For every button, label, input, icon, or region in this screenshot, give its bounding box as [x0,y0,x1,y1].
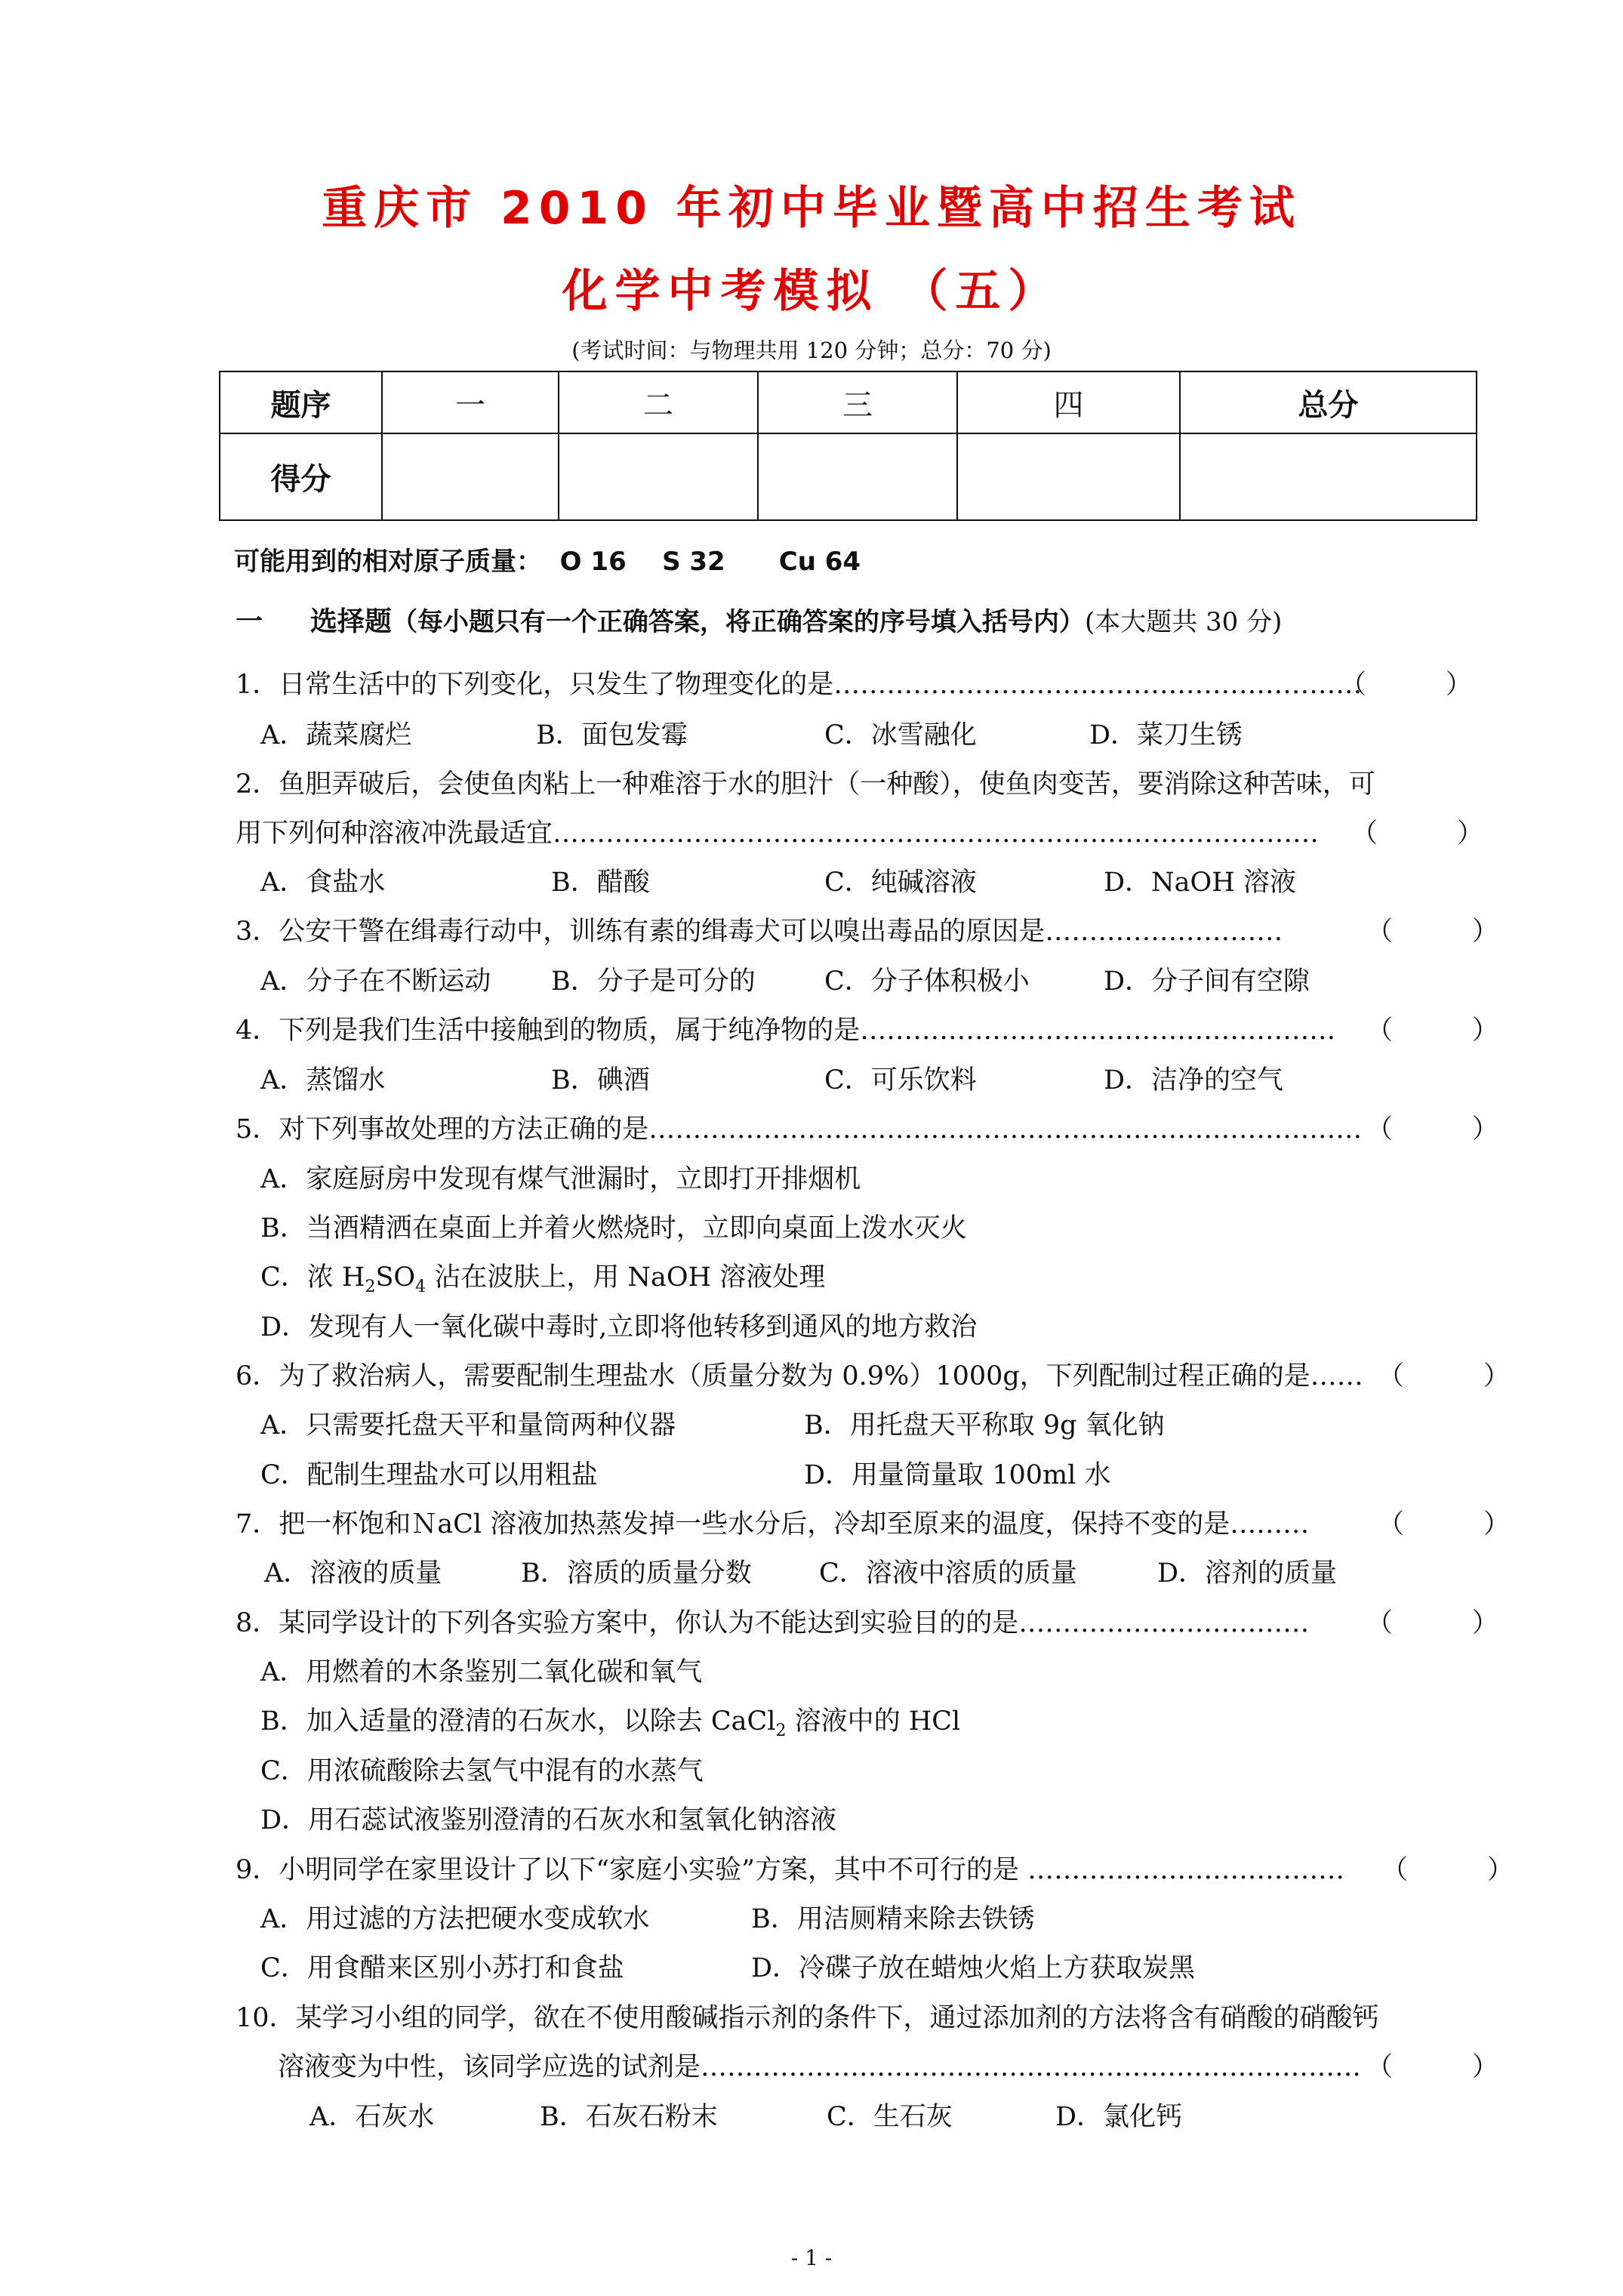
q4-option-d: D．洁净的空气 [1104,1065,1284,1096]
q10-option-d: D．氯化钙 [1055,2102,1183,2132]
q1-option-d: D．菜刀生锈 [1089,720,1243,750]
exam-title: 重庆市 2010 年初中毕业暨高中招生考试 [322,182,1301,235]
answer-blank-3[interactable]: （ ） [1366,917,1499,947]
q3-option-a: A．分子在不断运动 [260,966,491,997]
section-number: 一 [236,606,263,637]
section-instruction: （每小题只有一个正确答案，将正确答案的序号填入括号内） [391,607,1085,637]
q6-option-c: C．配制生理盐水可以用粗盐 [260,1460,598,1490]
answer-blank-8[interactable]: （ ） [1366,1608,1499,1638]
answer-blank-5[interactable]: （ ） [1366,1114,1499,1145]
q5-option-c-post: 沾在波肤上，用 NaOH 溶液处理 [426,1262,826,1293]
answer-blank-7[interactable]: （ ） [1378,1509,1511,1539]
q9-option-b: B．用洁厕精来除去铁锈 [751,1904,1035,1934]
q8-option-d: D．用石蕊试液鉴别澄清的石灰水和氢氧化钠溶液 [260,1805,837,1835]
q6-option-b: B．用托盘天平称取 9g 氧化钠 [804,1410,1165,1441]
question-1-stem: 1．日常生活中的下列变化，只发生了物理变化的是…………………………………………………… [236,670,1363,700]
score-table-header-cell: 四 [957,371,1180,433]
q7-option-a: A．溶液的质量 [264,1558,442,1589]
score-row-label: 得分 [220,433,382,520]
question-10-stem-line-1: 10．某学习小组的同学，欲在不使用酸碱指示剂的条件下，通过添加剂的方法将含有硝酸的硝酸钙 [236,2003,1379,2033]
question-6-stem: 6．为了救治病人，需要配制生理盐水（质量分数为 0.9%）1000g，下列配制过程正确的是…… [236,1361,1363,1391]
q9-option-c: C．用食醋来区别小苏打和食盐 [260,1953,624,1983]
q2-option-c: C．纯碱溶液 [824,868,977,898]
q2-option-d: D．NaOH 溶液 [1104,868,1296,898]
question-4-stem: 4．下列是我们生活中接触到的物质，属于纯净物的是……………………………………………… [236,1015,1336,1046]
exam-info: (考试时间：与物理共用 120 分钟；总分：70 分) [571,337,1052,363]
question-2-stem-line-2: 用下列何种溶液冲洗最适宜…………………………………………………………………………… [236,818,1320,849]
q4-option-a: A．蒸馏水 [260,1065,386,1096]
score-cell-1[interactable] [382,433,559,520]
q6-option-a: A．只需要托盘天平和量筒两种仪器 [260,1410,676,1441]
q2-option-a: A．食盐水 [260,868,386,898]
answer-blank-2[interactable]: （ ） [1351,818,1484,849]
answer-blank-9[interactable]: （ ） [1381,1855,1514,1885]
score-table-header-cell: 一 [382,371,559,433]
q7-option-c: C．溶液中溶质的质量 [819,1558,1077,1589]
q5-option-d: D．发现有人一氧化碳中毒时,立即将他转移到通风的地方救治 [260,1312,978,1342]
q3-option-d: D．分子间有空隙 [1104,966,1310,997]
answer-blank-10[interactable]: （ ） [1366,2052,1499,2082]
answer-blank-1[interactable]: （ ） [1340,670,1473,700]
q2-option-b: B．醋酸 [551,868,650,898]
q4-option-c: C．可乐饮料 [824,1065,977,1096]
q5-option-c-pre: C．浓 H [260,1262,365,1293]
question-2-stem-line-1: 2．鱼胆弄破后，会使鱼肉粘上一种难溶于水的胆汁（一种酸），使鱼肉变苦，要消除这种苦味，可 [236,769,1375,800]
q10-option-b: B．石灰石粉末 [540,2102,718,2132]
q8-option-b-post: 溶液中的 HCl [786,1706,961,1737]
atomic-masses: 可能用到的相对原子质量： O 16 S 32 Cu 64 [234,547,861,577]
score-cell-2[interactable] [559,433,758,520]
score-cell-total[interactable] [1180,433,1477,520]
q5-option-c-mid: SO [375,1262,416,1293]
question-8-stem: 8．某同学设计的下列各实验方案中，你认为不能达到实验目的的是…………………………… [236,1608,1310,1638]
q7-option-d: D．溶剂的质量 [1157,1558,1338,1589]
question-10-stem-line-2: 溶液变为中性，该同学应选的试剂是………………………………………………………………… [278,2052,1362,2082]
page-number: - 1 - [790,2245,833,2270]
section-name: 选择题 [310,606,392,637]
subscript: 2 [775,1721,787,1740]
question-3-stem: 3．公安干警在缉毒行动中，训练有素的缉毒犬可以嗅出毒品的原因是……………………… [236,917,1283,947]
q5-option-a: A．家庭厨房中发现有煤气泄漏时，立即打开排烟机 [260,1164,861,1194]
score-cell-3[interactable] [758,433,957,520]
q8-option-a: A．用燃着的木条鉴别二氧化碳和氧气 [260,1657,703,1687]
section-points: (本大题共 30 分) [1084,607,1283,637]
q1-option-c: C．冰雪融化 [824,720,977,750]
question-5-stem: 5．对下列事故处理的方法正确的是……………………………………………………………………… [236,1114,1363,1145]
score-table-header-cell: 题序 [220,371,382,433]
question-9-stem: 9．小明同学在家里设计了以下“家庭小实验”方案，其中不可行的是 ……………………………… [236,1855,1345,1885]
q8-option-b-pre: B．加入适量的澄清的石灰水，以除去 CaCl [260,1706,776,1737]
q9-option-d: D．冷碟子放在蜡烛火焰上方获取炭黑 [751,1953,1196,1983]
q10-option-c: C．生石灰 [827,2102,953,2132]
q8-option-b [260,1705,960,1748]
q3-option-c: C．分子体积极小 [824,966,1030,997]
score-table-header-cell: 总分 [1180,371,1477,433]
score-table [219,371,1477,521]
q10-option-a: A．石灰水 [310,2102,435,2132]
answer-blank-4[interactable]: （ ） [1366,1015,1499,1046]
q6-option-d: D．用量筒量取 100ml 水 [804,1460,1111,1490]
score-table-header-cell: 三 [758,371,957,433]
q1-option-b: B．面包发霉 [536,720,688,750]
score-table-header-cell: 二 [559,371,758,433]
question-7-stem: 7．把一杯饱和ＮaCl 溶液加热蒸发掉一些水分后，冷却至原来的温度，保持不变的是……… [236,1509,1310,1539]
subscript: 2 [365,1277,376,1296]
subscript: 4 [415,1277,427,1296]
section-1-heading [236,600,1282,639]
exam-subtitle: 化学中考模拟 （五） [562,265,1061,318]
score-cell-4[interactable] [957,433,1180,520]
q7-option-b: B．溶质的质量分数 [521,1558,752,1589]
q1-option-a: A．蔬菜腐烂 [260,720,412,750]
q9-option-a: A．用过滤的方法把硬水变成软水 [260,1904,650,1934]
q4-option-b: B．碘酒 [551,1065,650,1096]
q8-option-c: C．用浓硫酸除去氢气中混有的水蒸气 [260,1756,704,1786]
q5-option-c [260,1261,825,1304]
q5-option-b: B．当酒精洒在桌面上并着火燃烧时，立即向桌面上泼水灭火 [260,1213,967,1244]
score-table-score-row [220,433,1477,520]
q3-option-b: B．分子是可分的 [551,966,756,997]
score-table-header-row [220,371,1477,433]
answer-blank-6[interactable]: （ ） [1378,1361,1511,1391]
